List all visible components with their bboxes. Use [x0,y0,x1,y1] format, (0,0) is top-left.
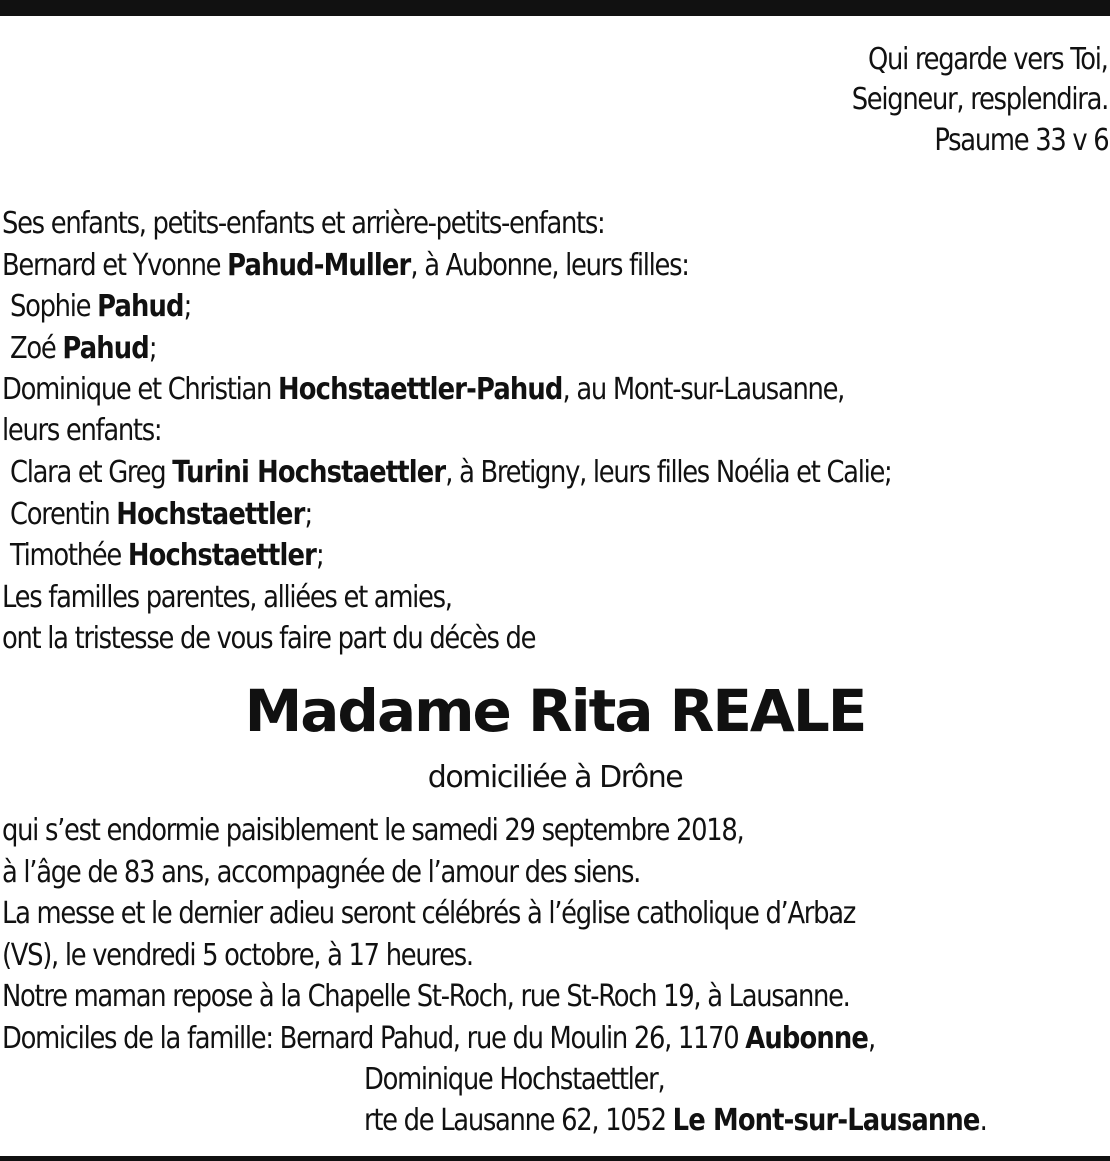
family-intro: Ses enfants, petits-enfants et arrière-petits-enfants: [2,206,605,241]
family-member-sophie: Sophie Pahud; [10,289,192,324]
surname: Hochstaettler-Pahud [278,372,563,407]
domicile-line-1: Domiciles de la famille: Bernard Pahud, rue du Moulin 26, 1170 Aubonne, [2,1021,875,1056]
family-others: Les familles parentes, alliées et amies, [2,580,452,615]
surname: Turini Hochstaettler [172,455,446,490]
domicile-line-2: Dominique Hochstaettler, [364,1062,665,1097]
city: Le Mont-sur-Lausanne [672,1103,980,1138]
details-line-3: La messe et le dernier adieu seront célébrés à l’église catholique d’Arbaz [2,896,855,931]
family-member-dominique: Dominique et Christian Hochstaettler-Pahud, au Mont-sur-Lausanne, [2,372,845,407]
deceased-name: Madame Rita REALE [244,677,866,745]
surname: Pahud [97,289,184,324]
surname: Hochstaettler [127,538,316,573]
details-line-2: à l’âge de 83 ans, accompagnée de l’amour des siens. [2,855,641,890]
surname: Pahud-Muller [227,248,411,283]
details-line-4: (VS), le vendredi 5 octobre, à 17 heures. [2,938,473,973]
city: Aubonne [745,1021,869,1056]
family-member-dominique-cont: leurs enfants: [2,413,162,448]
psalm-line-1: Qui regarde vers Toi, [868,42,1108,77]
surname: Pahud [62,331,149,366]
announcement: ont la tristesse de vous faire part du décès de [2,621,536,656]
family-member-timothee: Timothée Hochstaettler; [10,538,324,573]
family-member-corentin: Corentin Hochstaettler; [10,497,312,532]
psalm-line-2: Seigneur, resplendira. [851,82,1108,117]
top-rule [0,0,1110,16]
family-member-bernard: Bernard et Yvonne Pahud-Muller, à Aubonne, leurs filles: [2,248,689,283]
family-member-clara: Clara et Greg Turini Hochstaettler, à Bretigny, leurs filles Noélia et Calie; [10,455,892,490]
details-line-1: qui s’est endormie paisiblement le samedi 29 septembre 2018, [2,813,744,848]
psalm-reference: Psaume 33 v 6 [933,123,1108,158]
details-line-5: Notre maman repose à la Chapelle St-Roch, rue St-Roch 19, à Lausanne. [2,979,850,1014]
surname: Hochstaettler [116,497,305,532]
family-member-zoe: Zoé Pahud; [10,331,157,366]
domicile-line-3: rte de Lausanne 62, 1052 Le Mont-sur-Lausanne. [364,1103,987,1138]
deceased-domicile: domiciliée à Drône [427,760,683,795]
bottom-rule [0,1156,1110,1161]
